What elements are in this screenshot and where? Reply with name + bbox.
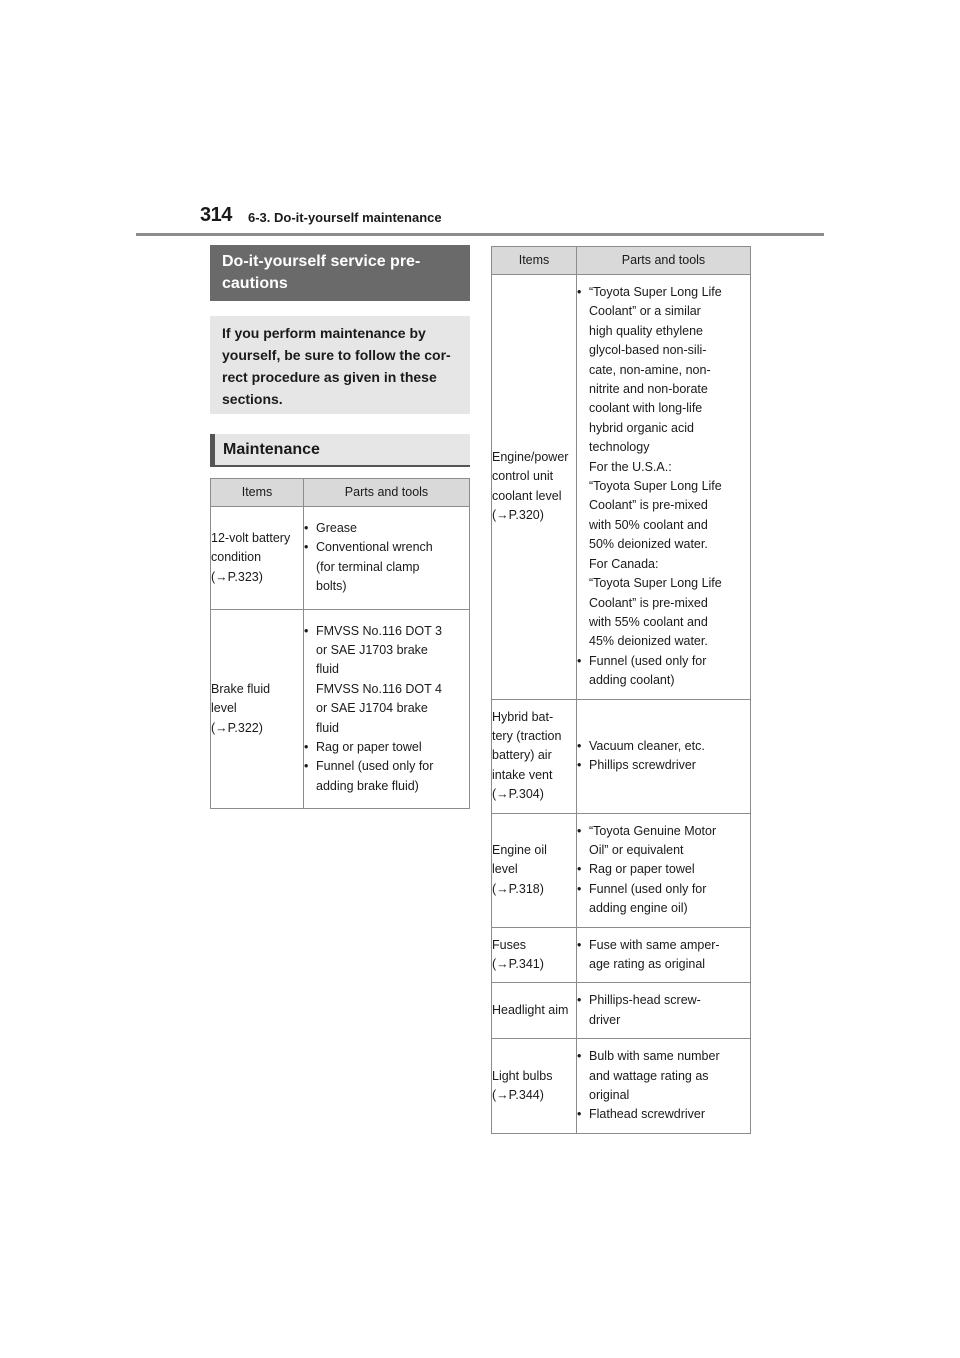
item-line: battery) air (492, 748, 552, 763)
parts-line: and wattage rating as (589, 1068, 709, 1083)
parts-line: • Rag or paper towel (316, 740, 422, 755)
item-line: Brake fluid (211, 681, 271, 696)
item-cell (492, 275, 577, 700)
parts-line: adding coolant) (589, 673, 675, 688)
parts-line: coolant with long-life (589, 401, 703, 416)
col-header-items: Items (211, 479, 304, 507)
parts-line: • “Toyota Genuine Motor (589, 823, 717, 838)
parts-cell (577, 983, 751, 1039)
item-cell (211, 609, 304, 809)
item-line: (→P.341) (492, 957, 544, 971)
item-line: intake vent (492, 767, 553, 782)
parts-line: • Bulb with same number (589, 1049, 720, 1064)
parts-list (577, 991, 750, 1030)
parts-list-item (577, 652, 750, 691)
col-header-items: Items (492, 247, 577, 275)
parts-line: • FMVSS No.116 DOT 3 (316, 623, 442, 638)
table-row (492, 813, 751, 927)
parts-line: • Phillips screwdriver (589, 758, 696, 773)
item-line: 12-volt battery (211, 530, 291, 545)
parts-line: hybrid organic acid (589, 420, 694, 435)
table-body (492, 275, 751, 1134)
table-body (211, 507, 470, 809)
intro-line: sections. (222, 391, 283, 407)
parts-list-item (577, 737, 750, 756)
parts-list (577, 283, 750, 691)
item-cell (492, 699, 577, 813)
table-row (492, 699, 751, 813)
table-row (211, 609, 470, 809)
parts-line: nitrite and non-borate (589, 382, 708, 397)
table-row (211, 507, 470, 610)
item-line: tery (traction (492, 728, 562, 743)
section-title: 6-3. Do-it-yourself maintenance (248, 210, 442, 225)
parts-line: (for terminal clamp (316, 559, 420, 574)
parts-line: original (589, 1088, 630, 1103)
parts-line: • Vacuum cleaner, etc. (589, 738, 705, 753)
parts-cell (577, 813, 751, 927)
parts-line: • Rag or paper towel (589, 862, 695, 877)
intro-line: If you perform maintenance by (222, 325, 426, 341)
parts-cell (304, 609, 470, 809)
item-cell (492, 927, 577, 983)
parts-line: • Funnel (used only for (589, 881, 707, 896)
item-line: (→P.318) (492, 881, 544, 896)
parts-line: Coolant” or a similar (589, 304, 701, 319)
parts-line: adding engine oil) (589, 901, 688, 916)
parts-list (577, 936, 750, 975)
parts-line: age rating as original (589, 957, 706, 971)
intro-line: yourself, be sure to follow the cor- (222, 347, 451, 363)
parts-line: • Funnel (used only for (589, 653, 707, 668)
parts-line: • Flathead screwdriver (589, 1107, 706, 1122)
parts-list (304, 519, 469, 597)
parts-line: • Phillips-head screw- (589, 993, 701, 1008)
title-line: Do-it-yourself service pre- (222, 253, 421, 270)
item-line: (→P.323) (211, 569, 263, 584)
parts-line: adding brake fluid) (316, 778, 419, 793)
item-line: (→P.322) (211, 720, 263, 735)
parts-cell (577, 275, 751, 700)
parts-line: For Canada: (589, 556, 659, 571)
parts-list-item (577, 1105, 750, 1124)
parts-line: fluid (316, 662, 339, 677)
table-row (492, 927, 751, 983)
parts-line: driver (589, 1012, 621, 1027)
intro-line: rect procedure as given in these (222, 369, 437, 385)
parts-line: Coolant” is pre-mixed (589, 498, 708, 513)
table-row (492, 983, 751, 1039)
item-line: level (211, 701, 237, 716)
item-line: (→P.320) (492, 508, 544, 523)
parts-list-item (577, 991, 750, 1030)
parts-line: • Conventional wrench (316, 540, 433, 555)
parts-line: or SAE J1703 brake (316, 643, 428, 658)
parts-line: fluid (316, 720, 339, 735)
parts-line: Coolant” is pre-mixed (589, 595, 708, 610)
item-cell (492, 983, 577, 1039)
parts-list-item (304, 519, 469, 538)
parts-line: bolts) (316, 579, 347, 594)
parts-list (577, 737, 750, 776)
parts-line: glycol-based non-sili- (589, 343, 707, 358)
table-row (492, 275, 751, 700)
parts-list-item (577, 880, 750, 919)
item-line: coolant level (492, 488, 562, 503)
parts-line: “Toyota Super Long Life (589, 479, 722, 494)
parts-line: • “Toyota Super Long Life (589, 285, 722, 299)
parts-line: “Toyota Super Long Life (589, 576, 722, 591)
parts-list-item (577, 822, 750, 861)
col-header-parts: Parts and tools (577, 247, 751, 275)
parts-line: FMVSS No.116 DOT 4 (316, 681, 442, 696)
parts-list-item (577, 283, 750, 652)
item-line: (→P.304) (492, 787, 544, 802)
parts-list-item (304, 738, 469, 757)
precautions-title (210, 245, 470, 301)
parts-cell (304, 507, 470, 610)
maintenance-table-left (210, 478, 470, 809)
item-line: control unit (492, 469, 554, 484)
item-line: Hybrid bat- (492, 709, 554, 724)
parts-list-item (577, 1047, 750, 1105)
parts-line: cate, non-amine, non- (589, 362, 711, 377)
parts-line: technology (589, 440, 650, 455)
parts-list (577, 1047, 750, 1125)
parts-line: with 55% coolant and (589, 614, 708, 629)
item-line: Engine/power (492, 449, 569, 464)
item-cell (492, 1039, 577, 1134)
parts-line: with 50% coolant and (589, 517, 708, 532)
precautions-intro (210, 316, 470, 414)
item-line: Engine oil level (492, 842, 547, 877)
title-line: cautions (222, 275, 288, 292)
header-rule (136, 233, 824, 236)
parts-line: high quality ethylene (589, 323, 703, 338)
parts-line: • Funnel (used only for (316, 759, 434, 774)
parts-line: • Grease (316, 521, 357, 535)
parts-line: For the U.S.A.: (589, 459, 672, 474)
item-cell (211, 507, 304, 610)
maintenance-table-right (491, 246, 751, 1134)
parts-line: Oil” or equivalent (589, 842, 684, 857)
item-line: Light bulbs (492, 1068, 553, 1083)
parts-list-item (304, 757, 469, 796)
item-cell (492, 813, 577, 927)
item-line: condition (211, 550, 262, 565)
table-row (492, 1039, 751, 1134)
item-line: Fuses (492, 937, 527, 952)
parts-line: • Fuse with same amper- (589, 937, 720, 952)
maintenance-heading: Maintenance (210, 434, 470, 467)
parts-list-item (577, 860, 750, 879)
parts-line: 50% deionized water. (589, 537, 708, 552)
parts-cell (577, 1039, 751, 1134)
table-header-row (211, 479, 470, 507)
item-line: (→P.344) (492, 1088, 544, 1103)
parts-cell (577, 927, 751, 983)
table-header-row (492, 247, 751, 275)
col-header-parts: Parts and tools (304, 479, 470, 507)
parts-list-item (577, 936, 750, 975)
parts-line: 45% deionized water. (589, 634, 708, 649)
parts-line: or SAE J1704 brake (316, 701, 428, 716)
page-number: 314 (200, 204, 232, 226)
page-header (200, 200, 824, 234)
parts-list (577, 822, 750, 919)
parts-cell (577, 699, 751, 813)
parts-list-item (304, 538, 469, 596)
parts-list (304, 622, 469, 797)
parts-list-item (577, 756, 750, 775)
parts-list-item (304, 622, 469, 738)
item-line: Headlight aim (492, 1003, 569, 1018)
